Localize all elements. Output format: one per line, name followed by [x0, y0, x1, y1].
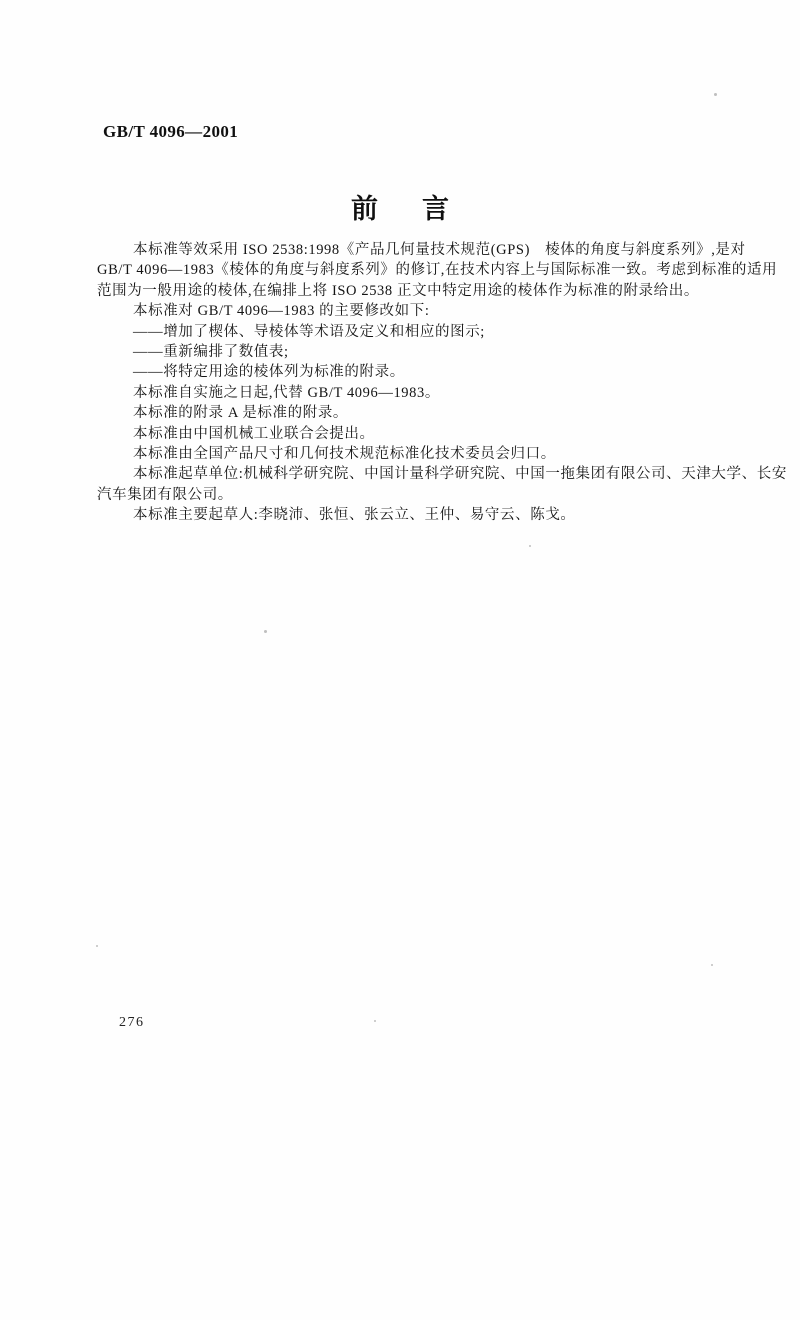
- foreword-line: 本标准等效采用 ISO 2538:1998《产品几何量技术规范(GPS) 棱体的角度与斜度系列》,是对: [133, 242, 746, 258]
- scan-speck: [529, 545, 531, 547]
- foreword-line: 本标准的附录 A 是标准的附录。: [133, 405, 349, 422]
- foreword-line: 本标准由中国机械工业联合会提出。: [133, 425, 375, 442]
- foreword-line: 本标准自实施之日起,代替 GB/T 4096—1983。: [133, 384, 440, 401]
- scan-speck: [96, 945, 98, 947]
- foreword-line: 本标准主要起草人:李晓沛、张恒、张云立、王仲、易守云、陈戈。: [133, 507, 576, 524]
- standard-code: GB/T 4096—2001: [103, 122, 239, 141]
- title-char-first: 前: [351, 194, 378, 224]
- foreword-line: 本标准由全国产品尺寸和几何技术规范标准化技术委员会归口。: [133, 445, 556, 462]
- scan-speck: [374, 1020, 376, 1022]
- foreword-line: 本标准对 GB/T 4096—1983 的主要修改如下:: [133, 303, 430, 320]
- foreword-line: GB/T 4096—1983《棱体的角度与斜度系列》的修订,在技术内容上与国际标准一致。考虑到标准的适用: [97, 262, 778, 279]
- foreword-line: ——增加了楔体、导棱体等术语及定义和相应的图示;: [133, 323, 485, 340]
- page-title: [0, 194, 800, 224]
- foreword-line: 本标准起草单位:机械科学研究院、中国计量科学研究院、中国一拖集团有限公司、天津大学、长安: [133, 466, 787, 483]
- foreword-body: [97, 240, 787, 525]
- foreword-line: ——将特定用途的棱体列为标准的附录。: [133, 364, 405, 381]
- scan-speck: [711, 964, 713, 966]
- page-number: 276: [119, 1015, 145, 1030]
- scan-speck: [264, 630, 267, 633]
- scan-speck: [714, 93, 717, 96]
- foreword-line: ——重新编排了数值表;: [133, 343, 289, 360]
- foreword-line: 汽车集团有限公司。: [97, 486, 233, 503]
- title-char-second: 言: [422, 194, 449, 224]
- foreword-line: 范围为一般用途的棱体,在编排上将 ISO 2538 正文中特定用途的棱体作为标准的附录给出。: [97, 282, 699, 299]
